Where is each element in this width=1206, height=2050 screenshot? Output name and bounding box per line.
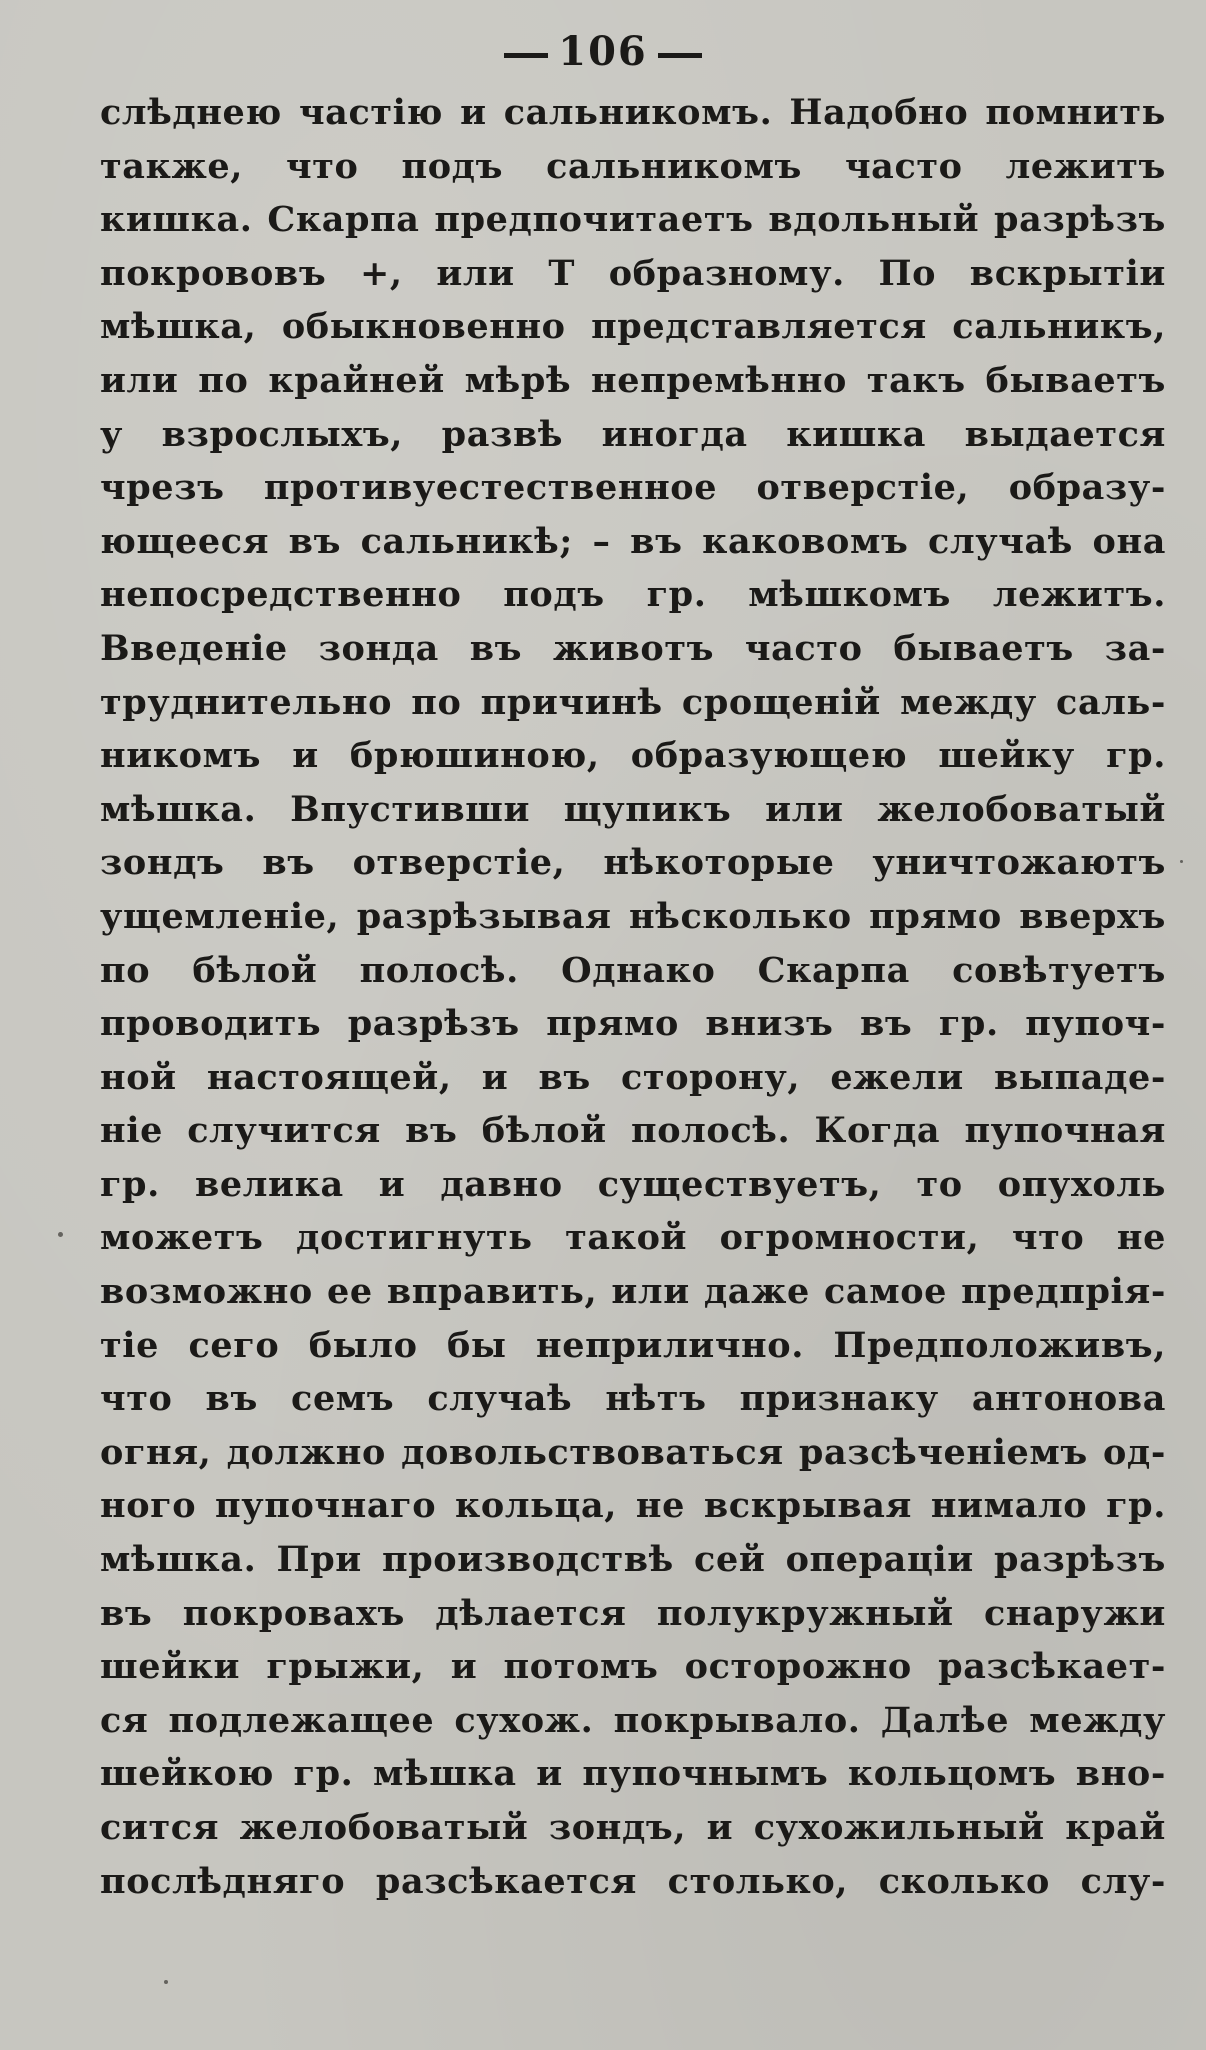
text-line: труднительно по причинѣ срощеній между саль- (100, 681, 1166, 723)
text-line: въ покровахъ дѣлается полукружный снаружи (100, 1592, 1166, 1634)
text-line: можетъ достигнуть такой огромности, что не (100, 1217, 1166, 1259)
paper-speck (1180, 860, 1183, 863)
text-line: покрововъ +, или T образному. По вскрытіи (100, 252, 1166, 294)
text-line: огня, должно довольствоваться разсѣченіемъ од- (100, 1431, 1166, 1473)
page-number: 106 (558, 28, 648, 75)
body-text (100, 86, 1166, 1908)
text-line: послѣдняго разсѣкается столько, сколько слу- (100, 1860, 1166, 1902)
text-line: что въ семъ случаѣ нѣтъ признаку антонова (100, 1378, 1166, 1420)
dash-left (504, 53, 548, 58)
dash-right (658, 53, 702, 58)
text-line: или по крайней мѣрѣ непремѣнно такъ бываетъ (100, 359, 1166, 401)
text-line: также, что подъ сальникомъ часто лежитъ (100, 145, 1166, 187)
text-line: ной настоящей, и въ сторону, ежели выпаде- (100, 1056, 1166, 1098)
text-line: ющееся въ сальникѣ; – въ каковомъ случаѣ она (100, 520, 1166, 562)
text-line: возможно ее вправить, или даже самое предпрія- (100, 1271, 1166, 1313)
text-line: тіе сего было бы неприлично. Предположивъ, (100, 1324, 1166, 1366)
text-line: Введеніе зонда въ животъ часто бываетъ за- (100, 627, 1166, 669)
text-line: слѣднею частію и сальникомъ. Надобно помнить (100, 92, 1166, 133)
text-line: у взрослыхъ, развѣ иногда кишка выдается (100, 413, 1166, 455)
text-line: чрезъ противуестественное отверстіе, образу- (100, 467, 1166, 509)
text-line: никомъ и брюшиною, образующею шейку гр. (100, 735, 1166, 777)
text-line: шейкою гр. мѣшка и пупочнымъ кольцомъ вно- (100, 1753, 1166, 1795)
text-line: мѣшка. Впустивши щупикъ или желобоватый (100, 788, 1166, 830)
text-line: ся подлежащее сухож. покрывало. Далѣе между (100, 1699, 1166, 1741)
text-line: мѣшка, обыкновенно представляется сальникъ, (100, 306, 1166, 348)
text-line: ніе случится въ бѣлой полосѣ. Когда пупочная (100, 1110, 1166, 1152)
text-line: мѣшка. При производствѣ сей операціи разрѣзъ (100, 1539, 1166, 1581)
paper-speck (58, 1232, 63, 1237)
text-line: зондъ въ отверстіе, нѣкоторые уничтожаютъ (100, 842, 1166, 884)
text-line: непосредственно подъ гр. мѣшкомъ лежитъ. (100, 574, 1166, 616)
text-line: гр. велика и давно существуетъ, то опухоль (100, 1163, 1166, 1205)
paper-speck (164, 1980, 168, 1984)
text-line: проводить разрѣзъ прямо внизъ въ гр. пупоч- (100, 1003, 1166, 1045)
text-line: ного пупочнаго кольца, не вскрывая нимало гр. (100, 1485, 1166, 1527)
page-number-header (0, 28, 1206, 75)
text-line: шейки грыжи, и потомъ осторожно разсѣкает- (100, 1646, 1166, 1688)
text-line: ущемленіе, разрѣзывая нѣсколько прямо вверхъ (100, 895, 1166, 937)
text-line: сится желобоватый зондъ, и сухожильный край (100, 1807, 1166, 1848)
text-line: кишка. Скарпа предпочитаетъ вдольный разрѣзъ (100, 199, 1166, 241)
text-line: по бѣлой полосѣ. Однако Скарпа совѣтуетъ (100, 949, 1166, 991)
